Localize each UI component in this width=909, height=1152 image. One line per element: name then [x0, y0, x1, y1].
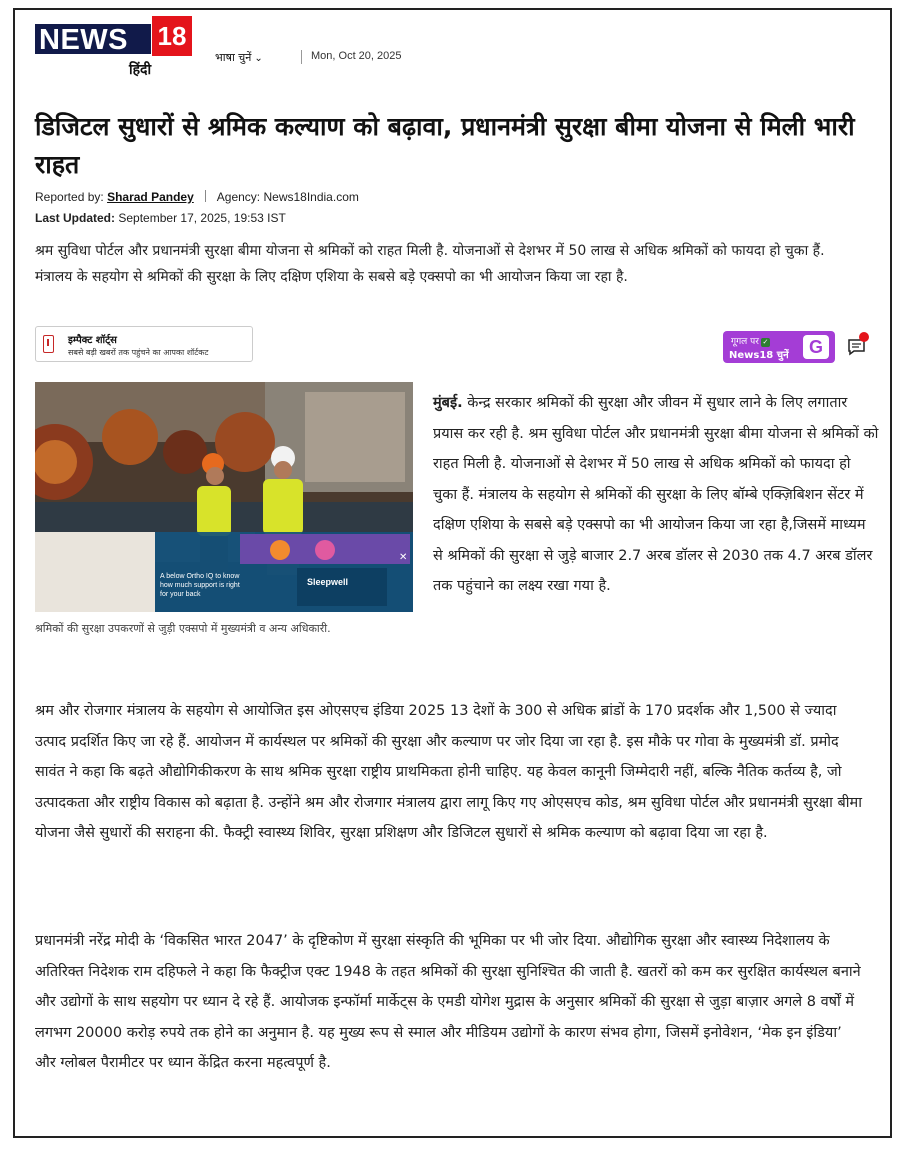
body-paragraph-2: श्रम और रोजगार मंत्रालय के सहयोग से आयोजित इस ओएसएच इंडिया 2025 13 देशों के 300 से अधिक ब्रांडों के 170 प्रदर्शक और 1,500 से ज्यादा उत्पाद प्रदर्शित किए जा रहे हैं. आयोजन में कार्यस्थल पर श्रमिकों की सुरक्षा और कल्याण पर जोर दिया जा रहा है. इस मौके पर गोवा के मुख्यमंत्री डॉ. प्रमोद सावंत ने कहा कि बढ़ते औद्योगिकीकरण के साथ श्रमिक सुरक्षा राष्ट्रीय प्राथमिकता होनी चाहिए. यह केवल कानूनी जिम्मेदारी नहीं, बल्कि नैतिक कर्तव्य है, जो उत्पादकता और राष्ट्रीय विकास को बढ़ाता है. उन्होंने श्रम और रोजगार मंत्रालय द्वारा लागू किए गए ओएसएच कोड, श्रम सुविधा पोर्टल और प्रधानमंत्री सुरक्षा बीमा योजना जैसे सुधारों की सराहना की. फैक्ट्री स्वास्थ्य शिविर, सुरक्षा प्रशिक्षण और डिजिटल सुधारों से श्रमिक कल्याण को बढ़ावा दिया जा रहा है. [35, 703, 862, 841]
ad-line-1: A below Ortho IQ to know [160, 573, 240, 580]
agency-name: News18India.com [263, 190, 359, 204]
updated-time: September 17, 2025, 19:53 IST [118, 211, 286, 225]
lead-text: केन्द्र सरकार श्रमिकों की सुरक्षा और जीवन में सुधार लाने के लिए लगातार प्रयास कर रही है. श्रम सुविधा पोर्टल और प्रधानमंत्री सुरक्षा बीमा योजना से श्रमिकों को राहत मिली है. योजनाओं से देशभर में 50 लाख से अधिक श्रमिकों को फायदा हो चुका हैं. मंत्रालय के सहयोग से श्रमिकों की सुरक्षा के लिए बॉम्बे एक्ज़िबिशन सेंटर में दक्षिण एशिया के सबसे बड़े एक्सपो का भी आयोजन किया जा रहा है,जिसमें माध्यम से श्रमिकों की सुरक्षा से जुड़े बाजार 2.7 अरब डॉलर से 2030 तक 4.7 अरब डॉलर तक पहुंचाने का लक्ष्य रखा गया है. [433, 395, 879, 594]
lead-paragraph [433, 388, 879, 602]
last-updated [35, 211, 286, 225]
impact-shorts-title: इम्पैक्ट शॉर्ट्स [68, 335, 117, 346]
ad-close-icon[interactable]: ✕ [399, 552, 408, 563]
reporter-link[interactable]: Sharad Pandey [107, 190, 194, 204]
impact-shorts-subtitle: सबसे बड़ी खबरों तक पहुंचने का आपका शॉर्टकट [68, 348, 209, 357]
impact-shorts-button[interactable] [35, 326, 253, 362]
logo-hindi: हिंदी [129, 62, 152, 78]
image-caption: श्रमिकों की सुरक्षा उपकरणों से जुड़ी एक्सपो में मुख्यमंत्री व अन्य अधिकारी. [35, 622, 331, 635]
google-badge-top: गूगल पर ✓ [731, 337, 769, 347]
ad-brand: Sleepwell [307, 577, 349, 587]
logo-text: NEWS [39, 24, 128, 56]
byline [35, 190, 359, 204]
check-icon: ✓ [762, 338, 769, 346]
phone-icon [43, 335, 54, 353]
google-g-icon: G [803, 335, 829, 359]
language-label: भाषा चुनें [215, 51, 252, 64]
header-date: Mon, Oct 20, 2025 [311, 50, 402, 62]
byline-divider [205, 190, 206, 202]
logo-number: 18 [152, 16, 192, 56]
notification-dot [859, 332, 869, 342]
ad-line-2: how much support is right [160, 582, 240, 589]
article-image[interactable] [35, 382, 413, 612]
agency-label: Agency: [216, 190, 261, 204]
google-badge-bottom: News18 चुनें [729, 350, 789, 361]
google-preferred-source-button[interactable] [723, 331, 835, 363]
reported-by-label: Reported by: [35, 190, 104, 204]
article-title: डिजिटल सुधारों से श्रमिक कल्याण को बढ़ावा, प्रधानमंत्री सुरक्षा बीमा योजना से मिली भारी राहत [35, 112, 855, 179]
header-divider [301, 50, 302, 64]
body-paragraph-3: प्रधानमंत्री नरेंद्र मोदी के ‘विकसित भारत 2047’ के दृष्टिकोण में सुरक्षा संस्कृति की भूमिका पर भी जोर दिया. औद्योगिक सुरक्षा और स्वास्थ्य निदेशालय के अतिरिक्त निदेशक राम दहिफले ने कहा कि फैक्ट्रीज एक्ट 1948 के तहत श्रमिकों की सुरक्षा सुनिश्चित की जाती है. खतरों को कम कर सुरक्षित कार्यस्थल बनाने और उद्योगों के साथ सहयोग पर ध्यान दे रहे हैं. आयोजक इन्फॉर्मा मार्केट्स के एमडी योगेश मुद्रास के अनुसार श्रमिकों की सुरक्षा से जुड़ा बाज़ार अगले 8 वर्षों में लगभग 20000 करोड़ रुपये तक होने का अनुमान है. यह मुख्य रूप से स्माल और मीडियम उद्योगों के कारण संभव होगा, जिसमें इनोवेशन, ‘मेक इन इंडिया’ और ग्लोबल पैरामीटर पर ध्यान केंद्रित करना महत्वपूर्ण है. [35, 933, 861, 1071]
article-summary: श्रम सुविधा पोर्टल और प्रधानमंत्री सुरक्षा बीमा योजना से श्रमिकों को राहत मिली है. योजनाओं से देशभर में 50 लाख से अधिक श्रमिकों को फायदा हो चुका हैं. मंत्रालय के सहयोग से श्रमिकों की सुरक्षा के लिए दक्षिण एशिया के सबसे बड़े एक्सपो का भी आयोजन किया जा रहा है. [35, 243, 825, 285]
language-selector[interactable] [215, 50, 263, 65]
updated-label: Last Updated: [35, 211, 116, 225]
chevron-down-icon: ⌄ [254, 53, 263, 64]
ad-line-3: for your back [160, 591, 201, 598]
article-frame [13, 8, 892, 1138]
dateline: मुंबई. [433, 395, 463, 411]
